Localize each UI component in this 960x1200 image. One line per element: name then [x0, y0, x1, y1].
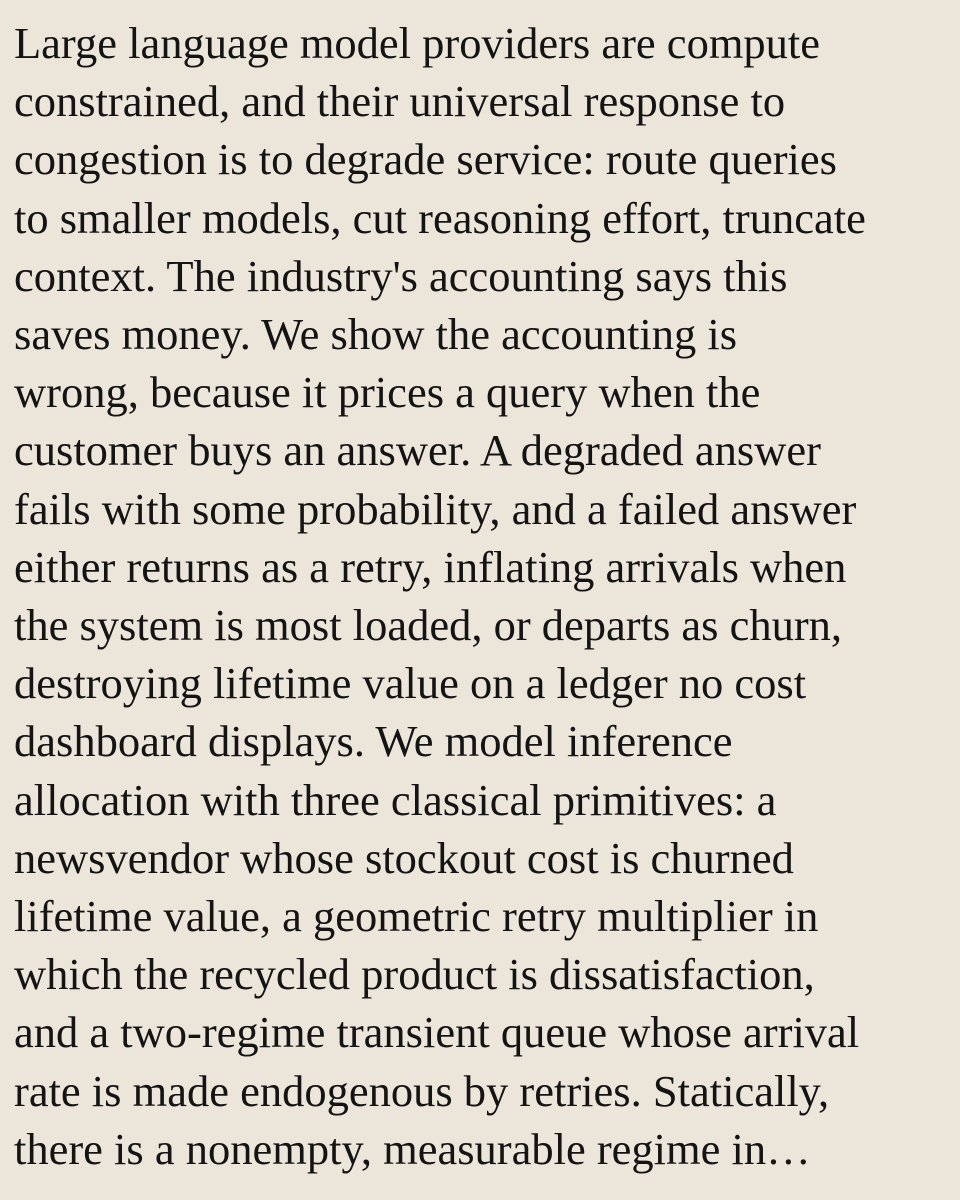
text-line: fails with some probability, and a failed answer: [14, 483, 857, 534]
text-line: dashboard displays. We model inference: [14, 716, 733, 767]
text-line: and a two-regime transient queue whose arrival: [14, 1007, 860, 1058]
text-line: newsvendor whose stockout cost is churned: [14, 832, 794, 883]
text-line: which the recycled product is dissatisfaction,: [14, 949, 815, 1000]
text-line: either returns as a retry, inflating arrivals when: [14, 541, 847, 592]
abstract-text: [14, 14, 948, 1178]
text-line: to smaller models, cut reasoning effort, truncate: [14, 192, 866, 243]
text-line: wrong, because it prices a query when the: [14, 367, 761, 418]
text-line: allocation with three classical primitives: a: [14, 774, 777, 825]
text-line: lifetime value, a geometric retry multiplier in: [14, 891, 819, 942]
text-line: the system is most loaded, or departs as churn,: [14, 600, 843, 651]
text-line: saves money. We show the accounting is: [14, 309, 738, 360]
text-line: rate is made endogenous by retries. Statically,: [14, 1065, 830, 1116]
text-line: customer buys an answer. A degraded answer: [14, 425, 821, 476]
text-line: there is a nonempty, measurable regime in…: [14, 1123, 811, 1174]
text-line: Large language model providers are compute: [14, 18, 821, 68]
text-line: constrained, and their universal response to: [14, 76, 786, 127]
text-line: context. The industry's accounting says this: [14, 250, 788, 301]
text-line: congestion is to degrade service: route queries: [14, 134, 837, 185]
text-line: destroying lifetime value on a ledger no cost: [14, 658, 807, 709]
